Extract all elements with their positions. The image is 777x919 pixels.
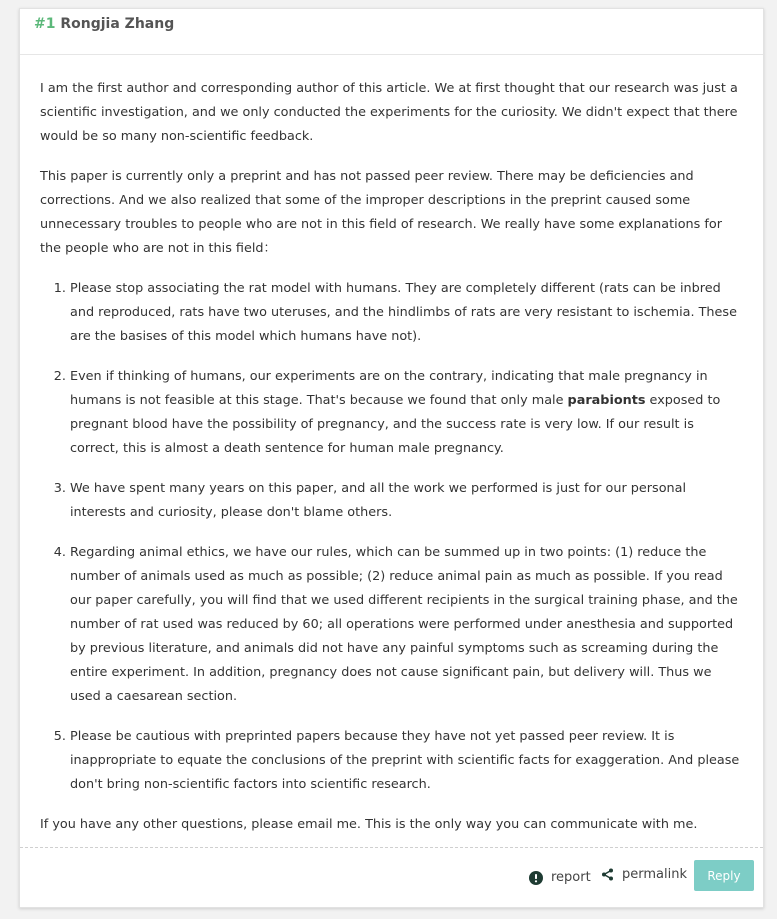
permalink-label: permalink	[622, 867, 687, 882]
explanation-list	[40, 277, 743, 797]
list-item: 5. Please be cautious with preprinted papers because they have not yet passed peer review. It is inappropriate to equate the conclusions of the preprint with scientific facts for exaggeration. And please don't bring non-scientific factors into scientific research.	[70, 725, 743, 797]
report-label: report	[551, 870, 591, 885]
comment-header	[20, 9, 763, 55]
list-item: 1. Please stop associating the rat model with humans. They are completely different (rats can be inbred and reproduced, rats have two uteruses, and the hindlimbs of rats are very resistant to ischemia. These are the basises of this model which humans have not).	[70, 277, 743, 349]
paragraph: I am the first author and corresponding author of this article. We at first thought that our research was just a scientific investigation, and we only conducted the experiments for the curiosity. We didn't expect that there would be so many non-scientific feedback.	[40, 81, 738, 144]
comment-number[interactable]: #1	[34, 16, 56, 32]
exclamation-circle-icon	[529, 871, 543, 885]
bold-term: parabionts	[567, 393, 646, 408]
list-item: 3. We have spent many years on this paper, and all the work we performed is just for our personal interests and curiosity, please don't blame others.	[70, 477, 743, 525]
reply-button[interactable]: Reply	[694, 860, 754, 891]
comment-footer	[20, 847, 763, 907]
comment-card	[19, 8, 764, 908]
list-item-text: Even if thinking of humans, our experiments are on the contrary, indicating that male pregnancy in humans is not feasible at this stage. That's because we found that only male	[70, 369, 708, 408]
paragraph: This paper is currently only a preprint and has not passed peer review. There may be deficiencies and corrections. And we also realized that some of the improper descriptions in the preprint caused some unnecessary troubles to people who are not in this field of research. We really have some explanations for the people who are not in this field：	[40, 169, 722, 256]
comment-body	[20, 55, 763, 837]
closing-paragraph: If you have any other questions, please email me. This is the only way you can communicate with me.	[40, 817, 698, 832]
report-link[interactable]	[529, 870, 591, 885]
comment-author[interactable]: Rongjia Zhang	[60, 16, 175, 32]
permalink-link[interactable]	[601, 867, 687, 882]
list-item: 4. Regarding animal ethics, we have our rules, which can be summed up in two points: (1) reduce the number of animals used as much as possible; (2) reduce animal pain as much as possible. If you read our paper carefully, you will find that we used different recipients in the surgical training phase, and the number of rat used was reduced by 60; all operations were performed under anesthesia and supported by previous literature, and animals did not have any painful symptoms such as screaming during the entire experiment. In addition, pregnancy does not cause significant pain, but delivery will. Thus we used a caesarean section.	[70, 541, 743, 709]
share-icon	[601, 868, 614, 881]
list-item-text: exposed to pregnant blood have the possibility of pregnancy, and the success rate is very low. If our result is correct, this is almost a death sentence for human male pregnancy.	[70, 393, 721, 456]
list-item	[70, 365, 743, 461]
